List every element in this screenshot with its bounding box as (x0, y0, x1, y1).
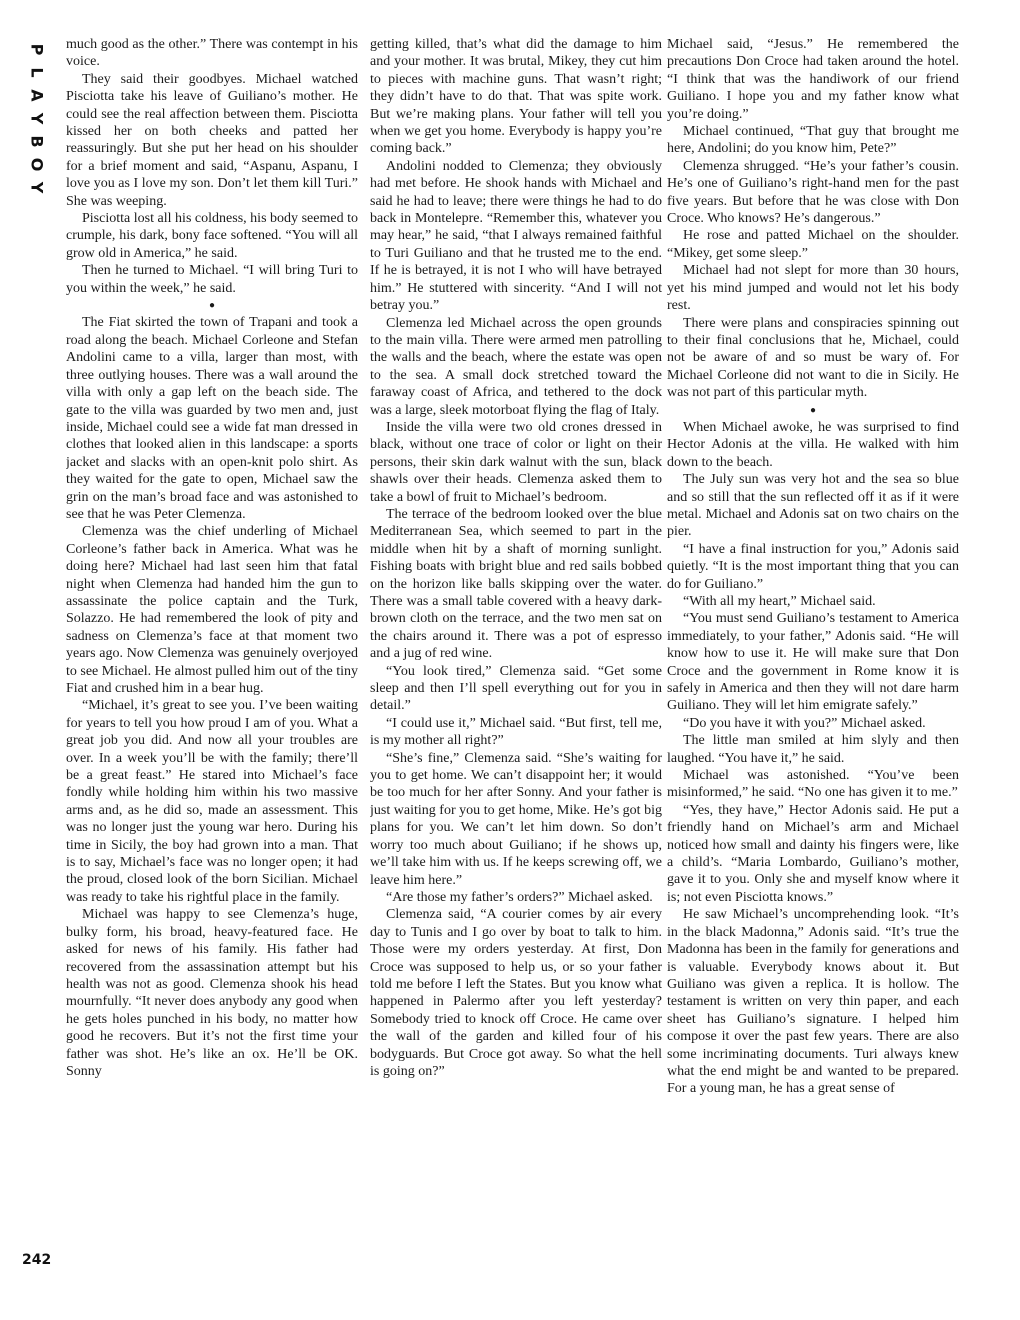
paragraph: There were plans and conspiracies spinning out to their final conclusions that he, Michael, could not be aware of and so must be wary of. For Michael Corleone did not want to die in Sicily. He was not part of this particular myth. (667, 315, 959, 401)
paragraph: Inside the villa were two old crones dressed in black, without one trace of color or light on their persons, their skin dark walnut with the sun, black shawls over their heads. Clemenza asked them to take a bowl of fruit to Michael’s bedroom. (370, 419, 662, 505)
paragraph: “I could use it,” Michael said. “But first, tell me, is my mother all right?” (370, 715, 662, 749)
paragraph: Michael was astonished. “You’ve been misinformed,” he said. “No one has given it to me.” (667, 768, 959, 801)
paragraph: “Are those my father’s orders?” Michael asked. (386, 889, 653, 905)
paragraph: “Michael, it’s great to see you. I’ve been waiting for years to tell you how proud I am of you. What a great job you did. And now all your troubles are over. In a week you’ll be with the family; there’ll be a great feast.” He stared into Michael’s face fondly while holding him within his two massive arms and, as he did so, made an assessment. This was no longer just the young war hero. During his time in Sicily, the boy had grown into a man. That is to say, Michael’s face was no longer open; it had the proud, closed look of the born Sicilian. Michael was ready to take his rightful place in the family. (66, 698, 358, 905)
paragraph: Clemenza said, “A courier comes by air every day to Tunis and I go over by boat to talk to him. Those were my orders yesterday. At first, Don Croce was supposed to help us, or so your father told me before I left the States. But you know what happened in Palermo after you left yesterday? Somebody tried to knock off Croce. He came over the wall of the garden and killed four of his bodyguards. But Croce got away. So what the hell is going on?” (370, 907, 662, 1079)
title-letter: O (27, 157, 47, 172)
title-letter: L (27, 67, 47, 78)
paragraph: Clemenza led Michael across the open grounds to the main villa. There were armed men patrolling the walls and the beach, where the estate was open to the sea. A small dock stretched toward the faraway coast of Africa, and tethered to the dock was a large, sleek motorboat flying the flag of Italy. (370, 315, 662, 418)
title-letter: B (27, 135, 47, 148)
title-letter: P (27, 43, 47, 56)
paragraph: The little man smiled at him slyly and then laughed. “You have it,” he said. (667, 733, 959, 766)
paragraph: Clemenza was the chief underling of Michael Corleone’s father back in America. What was he doing here? Michael had last seen him that fatal night when Clemenza had handed him the gun to assassinate the police captain and the Turk, Solazzo. He had remembered the look of pity and sadness on Clemenza’s face at that moment two years ago. Now Clemenza was genuinely overjoyed to see Michael. He almost pulled him out of the tiny Fiat and crushed him in a bear hug. (66, 524, 358, 697)
paragraph: Clemenza shrugged. “He’s your father’s cousin. He’s one of Guiliano’s right-hand men for the past five years. But before that he was close with Don Croce. Who knows? He’s dangerous.” (667, 158, 959, 227)
paragraph: He rose and patted Michael on the shoulder. “Mikey, get some sleep.” (667, 228, 959, 261)
section-break-bullet: ● (208, 300, 216, 312)
paragraph: The July sun was very hot and the sea so blue and so still that the sun reflected off it as if it were metal. Michael and Adonis sat on two chairs on the pier. (667, 472, 959, 540)
paragraph: “Yes, they have,” Hector Adonis said. He put a friendly hand on Michael’s arm and Michael noticed how small and dainty his fingers were, like a child’s. “Maria Lombardo, Guiliano’s mother, gave it to you. Only she and myself know where it is; not even Pisciotta knows.” (667, 802, 959, 905)
section-break-bullet: ● (809, 404, 817, 416)
paragraph: Then he turned to Michael. “I will bring Turi to you within the week,” he said. (66, 263, 358, 296)
paragraph: much good as the other.” There was contempt in his voice. (66, 37, 358, 70)
title-letter: Y (27, 112, 47, 125)
paragraph: “She’s fine,” Clemenza said. “She’s waiting for you to get home. We can’t disappoint her; it would be too much for her after Sonny. And your father is just waiting for you to get home, Mike. He’s got big plans for you. We can’t let him down. So don’t worry too much about Guiliano; if he shows up, we’ll take him with us. If he keeps screwing off, we leave him here.” (370, 750, 662, 888)
paragraph: “Do you have it with you?” Michael asked. (683, 715, 926, 731)
paragraph: Pisciotta lost all his coldness, his body seemed to crumple, his dark, bony face softened. “You will all grow old in America,” he said. (66, 211, 358, 261)
paragraph: They said their goodbyes. Michael watched Pisciotta take his leave of Guiliano’s mother. He could see the real affection between them. Pisciotta kissed her on both cheeks and patted her reassuringly. But she put her head on his shoulder for a brief moment and said, “Aspanu, Aspanu, I love you as I love my son. Don’t let them kill Turi.” She was weeping. (66, 71, 358, 209)
paragraph: He saw Michael’s uncomprehending look. “It’s in the black Madonna,” Adonis said. “It’s true the Madonna has been in the family for generations and is valuable. Everybody knows about it. But Guiliano was given a replica. It is hollow. The testament is written on very thin paper, and each sheet has Guiliano’s signature. I helped him compose it over the past few years. There are also some incriminating documents. Turi always knew what the end might be and wanted to be prepared. For a young man, he has a great sense of (667, 907, 959, 1097)
paragraph: “You must send Guiliano’s testament to America immediately, to your father,” Adonis said. “He will know how to use it. He will make sure that Don Croce and the government in Rome know it is safely in America and then they will not dare harm Guiliano. They will let him emigrate safely.” (667, 611, 959, 714)
paragraph: Michael was happy to see Clemenza’s huge, bulky form, his broad, heavy-featured face. He asked for news of his family. His father had recovered from the assassination attempt but his health was not as good. Clemenza shook his head mournfully. “It never does anybody any good when he gets holes punched in his body, no matter how good he recovers. But it’s not the first time your father was shot. He’s like an ox. He’ll be OK. Sonny (66, 907, 358, 1079)
paragraph: Andolini nodded to Clemenza; they obviously had met before. He shook hands with Michael and said he had to leave; there were things he had to do back in Montelepre. “Remember this, whatever you may hear,” he said, “that I always remained faithful to Turi Guiliano and that he trusted me to the end. If he is betrayed, it is not I who will have betrayed him.” He stuttered with sincerity. “And I will not betray you.” (370, 158, 662, 314)
title-letter: Y (27, 181, 47, 194)
paragraph: When Michael awoke, he was surprised to find Hector Adonis at the villa. He walked with him down to the beach. (667, 419, 959, 470)
text-column-3 (667, 36, 959, 1276)
page-number: 242 (22, 1252, 52, 1268)
paragraph: “I have a final instruction for you,” Adonis said quietly. “It is the most important thing that you can do for Guiliano.” (667, 541, 959, 592)
paragraph: Michael continued, “That guy that brought me here, Andolini; do you know him, Pete?” (667, 124, 959, 157)
paragraph: “You look tired,” Clemenza said. “Get some sleep and then I’ll spell everything out for you in detail.” (370, 663, 662, 714)
paragraph: “With all my heart,” Michael said. (683, 593, 876, 609)
paragraph: The terrace of the bedroom looked over the blue Mediterranean Sea, which seemed to part in the middle when hit by a shaft of morning sunlight. Fishing boats with bright blue and red sails bobbed on the horizon like balls skipping over the water. There was a small table covered with a heavy dark-brown cloth on the terrace, and the two men sat on the chairs around it. There was a pot of espresso and a jug of red wine. (370, 506, 662, 662)
paragraph: Michael had not slept for more than 30 hours, yet his mind jumped and would not let his body rest. (667, 263, 959, 314)
paragraph: Michael said, “Jesus.” He remembered the precautions Don Croce had taken around the hotel. “I think that was the handiwork of our friend Guiliano. I hope you and my father know what you’re doing.” (667, 37, 959, 122)
text-column-1 (66, 36, 358, 1276)
paragraph: The Fiat skirted the town of Trapani and took a road along the beach. Michael Corleone and Stefan Andolini came to a villa, larger than most, with three outlying houses. There was a wall around the villa with only a gap left on the beach side. The gate to the villa was guarded by two men and, just inside, Michael could see a wide fat man dressed in clothes that looked alien in this landscape: a sports jacket and slacks with an open-knit polo shirt. As they waited for the gate to open, Michael saw the grin on the man’s broad face and was astonished to see that he was Peter Clemenza. (66, 315, 358, 522)
paragraph: getting killed, that’s what did the damage to him and your mother. It was brutal, Mikey, they cut him to pieces with machine guns. That wasn’t right; they didn’t have to do that. That was spite work. But we’re making plans. Your father will tell you when we get you home. Everybody is happy you’re coming back.” (370, 37, 662, 157)
magazine-running-title (28, 38, 46, 199)
text-column-2 (370, 36, 662, 1276)
title-letter: A (27, 89, 47, 102)
